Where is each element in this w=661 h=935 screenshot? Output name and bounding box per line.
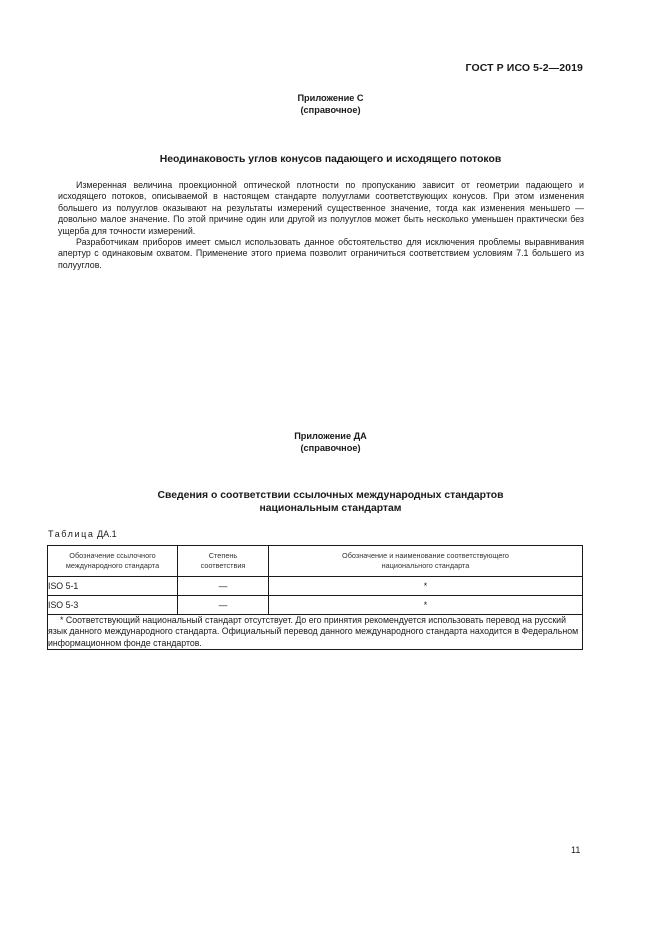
cell-national: * [269,596,583,615]
document-standard-code: ГОСТ Р ИСО 5-2—2019 [465,62,583,74]
appendix-da-subtitle: (справочное) [300,443,361,453]
table-caption-number: ДА.1 [97,529,117,539]
cell-code: ISO 5-3 [48,596,178,615]
header-line: Обозначение ссылочного [69,551,156,560]
table-header-row [48,546,583,577]
cell-degree: — [178,577,269,596]
header-line: Степень [208,551,238,560]
appendix-da-heading [0,489,661,515]
table-caption [48,529,117,539]
header-line: соответствия [200,561,246,570]
appendix-da-title: Приложение ДА [294,431,367,441]
appendix-c-subtitle: (справочное) [300,105,361,115]
column-header-reference-standard [48,546,178,577]
header-line: национального стандарта [381,561,470,570]
footnote-text: * Соответствующий национальный стандарт отсутствует. До его принятия рекомендуется использовать перевод на русский язык данного международного стандарта. Официальный перевод данного международного стандарта находится в Федеральном информационном фонде стандартов. [48,615,579,648]
cell-national: * [269,577,583,596]
table-footnote-row [48,615,583,650]
appendix-c-title: Приложение С [297,93,364,103]
table-row [48,577,583,596]
cell-code: ISO 5-1 [48,577,178,596]
table-caption-word: Таблица [48,529,95,539]
paragraph: Измеренная величина проекционной оптической плотности по пропусканию зависит от геометрии падающего и исходящего потоков, описываемой в настоящем стандарте полууглами соответствующих конусов. При этом изменения большего из полууглов оказывают на результаты измерений существенное значение, тогда как изменения меньшего — довольно малое значение. По этой причине один или другой из полууглов может быть несколько уменьшен практически без ущерба для точности измерений. [58,180,584,236]
header-line: международного стандарта [65,561,160,570]
appendix-da-heading-line2: национальным стандартам [259,503,402,514]
column-header-national-standard [269,546,583,577]
table-footnote [48,615,583,650]
appendix-da-title-block [0,430,661,454]
correspondence-table [47,545,583,650]
column-header-degree [178,546,269,577]
appendix-da-heading-line1: Сведения о соответствии ссылочных международных стандартов [157,490,504,501]
paragraph: Разработчикам приборов имеет смысл использовать данное обстоятельство для исключения проблемы выравнивания апертур с одинаковым охватом. Применение этого приема позволит ограничиться соответствием условиям 7.1 большего из полууглов. [58,237,584,270]
header-line: Обозначение и наименование соответствующего [342,551,509,560]
cell-degree: — [178,596,269,615]
page-number: 11 [571,845,581,855]
appendix-c-title-block [0,92,661,116]
appendix-c-heading: Неодинаковость углов конусов падающего и исходящего потоков [159,154,502,165]
appendix-c-body [58,180,584,271]
table-row [48,596,583,615]
